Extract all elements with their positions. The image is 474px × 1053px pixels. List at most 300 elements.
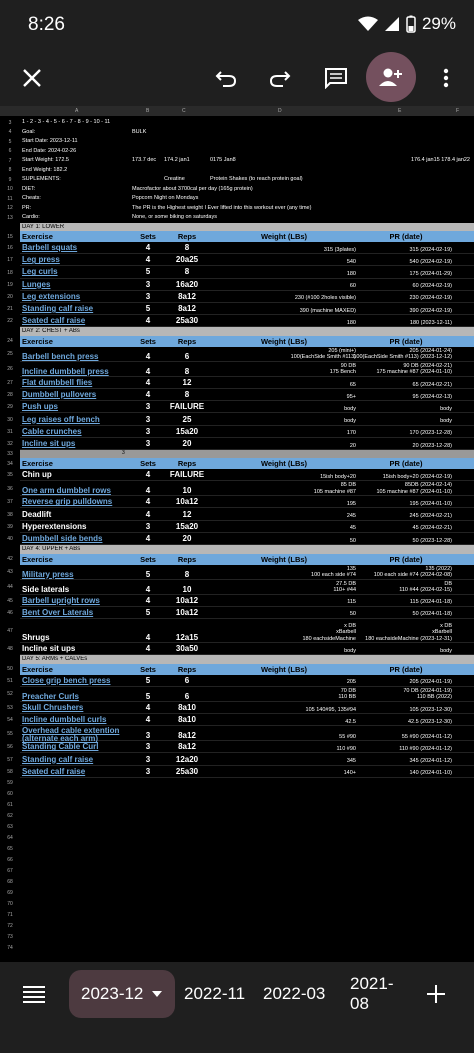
- reps-value[interactable]: 8a12: [178, 304, 196, 313]
- weight-value[interactable]: 45: [349, 525, 356, 532]
- row-number[interactable]: 30: [7, 416, 13, 423]
- exercise-name[interactable]: Barbell squats: [22, 243, 78, 252]
- share-button[interactable]: [366, 52, 416, 102]
- row-number[interactable]: 15: [7, 233, 13, 240]
- exercise-name[interactable]: Lunges: [22, 279, 51, 289]
- day-label[interactable]: DAY 5: ARMs + CALVEs: [22, 656, 88, 663]
- undo-button[interactable]: [206, 58, 246, 98]
- row-number[interactable]: 29: [7, 404, 13, 411]
- header-weight[interactable]: Weight (LBs): [260, 554, 308, 564]
- row-number[interactable]: 18: [7, 269, 13, 276]
- weight-value[interactable]: 170: [346, 430, 356, 437]
- tab-2022-11[interactable]: [184, 970, 245, 1018]
- weight-value[interactable]: 345: [346, 758, 356, 765]
- exercise-name[interactable]: Incline sit ups: [22, 644, 76, 653]
- reps-value[interactable]: 10a12: [175, 595, 199, 605]
- reps-value[interactable]: 6: [184, 675, 190, 685]
- row-number[interactable]: 44: [7, 584, 13, 591]
- sets-value[interactable]: 5: [145, 304, 151, 313]
- header-reps[interactable]: Reps: [177, 459, 197, 469]
- pr-value[interactable]: body: [440, 647, 452, 654]
- pr-value[interactable]: 180 (2023-12-11): [409, 319, 452, 326]
- header-reps[interactable]: Reps: [177, 232, 197, 241]
- exercise-name[interactable]: Side laterals: [22, 584, 70, 594]
- weight-value[interactable]: 205: [346, 679, 356, 686]
- pr-value[interactable]: 95 (2024-02-13): [412, 393, 452, 400]
- reps-value[interactable]: 8: [184, 390, 190, 400]
- weight-value[interactable]: 110 BB: [338, 694, 356, 701]
- row-number[interactable]: 20: [7, 293, 13, 300]
- info-label[interactable]: Cheats:: [22, 195, 41, 201]
- row-number[interactable]: 5: [8, 138, 12, 145]
- row-number[interactable]: 4: [8, 129, 12, 136]
- reps-value[interactable]: 8: [184, 267, 190, 277]
- weight-value[interactable]: 55 #90: [339, 733, 356, 740]
- sets-value[interactable]: 4: [145, 595, 151, 605]
- tab-2021-08[interactable]: [350, 970, 412, 1018]
- pr-value[interactable]: 90 DB (2024-02-21): [403, 362, 452, 369]
- pr-value[interactable]: 195 (2024-01-10): [409, 500, 452, 507]
- exercise-name[interactable]: Skull Chrushers: [22, 702, 84, 712]
- row-number[interactable]: 47: [7, 628, 13, 634]
- pr-value[interactable]: 45 (2024-02-21): [412, 525, 452, 532]
- row-number[interactable]: 19: [7, 281, 13, 288]
- pr-value[interactable]: 135 (2022): [425, 565, 452, 572]
- weight-value[interactable]: 135: [346, 565, 356, 572]
- pr-value[interactable]: 105 (2023-12-30): [409, 706, 452, 713]
- pr-value[interactable]: 110 #44 (2024-02-15): [399, 587, 452, 594]
- row-number[interactable]: 72: [7, 923, 13, 930]
- sets-value[interactable]: 4: [145, 497, 151, 507]
- weight-value[interactable]: 90 DB: [340, 362, 356, 369]
- row-number[interactable]: 24: [7, 338, 13, 345]
- pr-value[interactable]: 175 machine #87 (2024-01-10): [376, 369, 452, 376]
- weight-value[interactable]: 100 each side #74: [311, 572, 356, 579]
- reps-value[interactable]: 8a12: [178, 742, 196, 752]
- reps-value[interactable]: 8a12: [178, 291, 196, 301]
- row-number[interactable]: 21: [7, 306, 13, 313]
- row-number[interactable]: 31: [7, 428, 13, 435]
- row-number[interactable]: 37: [7, 499, 13, 506]
- exercise-name[interactable]: Seated calf raise: [22, 316, 86, 326]
- weight-value[interactable]: xBarbell: [336, 629, 356, 635]
- comment-button[interactable]: [316, 58, 356, 98]
- reps-value[interactable]: FAILURE: [169, 470, 205, 480]
- pr-value[interactable]: 390 (2024-02-19): [409, 307, 452, 314]
- exercise-name[interactable]: Standing Cable Curl: [22, 742, 99, 752]
- row-number[interactable]: 48: [7, 646, 13, 653]
- exercise-name[interactable]: Barbell bench press: [22, 351, 99, 361]
- row-number[interactable]: 28: [7, 392, 13, 399]
- exercise-name[interactable]: Hyperextensions: [22, 521, 87, 531]
- exercise-name[interactable]: Incline dumbbell curls: [22, 715, 107, 725]
- exercise-name[interactable]: Dumbbell pullovers: [22, 390, 97, 400]
- exercise-name[interactable]: Close grip bench press: [22, 675, 111, 685]
- reps-value[interactable]: 10: [182, 584, 192, 594]
- exercise-name[interactable]: Standing calf raise: [22, 754, 94, 764]
- row-number[interactable]: 60: [7, 791, 13, 798]
- header-sets[interactable]: Sets: [140, 336, 156, 346]
- weight-value[interactable]: body: [344, 418, 356, 425]
- weight-value[interactable]: 20: [349, 442, 356, 449]
- reps-value[interactable]: 8a10: [178, 702, 196, 712]
- info-label[interactable]: PR:: [22, 204, 32, 211]
- exercise-name[interactable]: Incline dumbbell press: [22, 366, 109, 376]
- sets-value[interactable]: 3: [145, 731, 151, 741]
- pr-value[interactable]: 180 eachsideMachine (2023-12-31): [365, 635, 452, 642]
- header-sets[interactable]: Sets: [140, 232, 156, 241]
- weight-value[interactable]: 65: [349, 381, 356, 388]
- weight-value[interactable]: 175 Bench: [329, 369, 356, 376]
- row-number[interactable]: 38: [7, 511, 13, 518]
- weight-value[interactable]: 540: [346, 258, 356, 265]
- weight-value[interactable]: 230 (#100 2holes visible): [294, 295, 356, 302]
- header-weight[interactable]: Weight (LBs): [260, 232, 308, 241]
- row-number[interactable]: 63: [7, 824, 13, 831]
- weight-value[interactable]: 70 DB: [340, 687, 356, 694]
- pr-value[interactable]: 175 (2024-01-29): [409, 271, 452, 278]
- weight-value[interactable]: 27.5 DB: [336, 580, 356, 587]
- pr-value[interactable]: 100(EachSide Smith #113) (2023-12-12): [353, 354, 452, 361]
- reps-value[interactable]: 20a25: [175, 255, 199, 265]
- header-pr[interactable]: PR (date): [389, 664, 423, 674]
- info-value[interactable]: Popcorn Night on Mondays: [132, 195, 199, 201]
- all-sheets-button[interactable]: [22, 970, 46, 1018]
- row-number[interactable]: 68: [7, 879, 13, 886]
- sets-value[interactable]: 4: [145, 243, 151, 252]
- sets-value[interactable]: 3: [145, 766, 151, 776]
- info-value[interactable]: Macrofactor about 3700cal per day (165g protein): [132, 185, 253, 192]
- reps-value[interactable]: 20: [182, 438, 192, 448]
- info-value-d[interactable]: Protein Shakes (to reach protein goal): [210, 176, 303, 182]
- sets-value[interactable]: 3: [145, 426, 151, 436]
- sets-value[interactable]: 4: [145, 633, 151, 642]
- row-number[interactable]: 17: [7, 257, 13, 264]
- pr-value[interactable]: 205 (2024-01-19): [409, 679, 452, 686]
- day-label[interactable]: DAY 4: UPPER + ABs: [22, 546, 81, 553]
- separator-label[interactable]: 3: [122, 450, 125, 457]
- pr-value[interactable]: 85DB (2024-02-14): [404, 482, 452, 489]
- pr-value[interactable]: 60 (2024-02-19): [412, 283, 452, 290]
- sets-value[interactable]: 4: [145, 644, 151, 653]
- weight-value[interactable]: body: [344, 647, 356, 654]
- row-number[interactable]: 50: [7, 666, 13, 673]
- sets-value[interactable]: 4: [145, 533, 151, 543]
- weight-value[interactable]: 105 machine #87: [313, 488, 356, 495]
- info-label[interactable]: End Weight: 182.2: [22, 166, 68, 173]
- exercise-name[interactable]: Flat dumbbell flies: [22, 377, 93, 387]
- weight-value[interactable]: 110+ #44: [333, 587, 356, 594]
- reps-value[interactable]: 8: [184, 366, 190, 376]
- sets-value[interactable]: 5: [145, 569, 151, 579]
- sets-value[interactable]: 4: [145, 255, 151, 265]
- pr-value[interactable]: 170 (2023-12-28): [409, 430, 452, 437]
- redo-button[interactable]: [260, 58, 300, 98]
- header-exercise[interactable]: Exercise: [22, 554, 53, 564]
- reps-value[interactable]: 20: [182, 533, 192, 543]
- header-weight[interactable]: Weight (LBs): [260, 459, 308, 469]
- row-number[interactable]: 52: [7, 691, 13, 698]
- column-header-c[interactable]: C: [182, 108, 186, 114]
- day-label[interactable]: DAY 1: LOWER: [22, 223, 65, 230]
- row-number[interactable]: 7: [8, 157, 12, 164]
- sets-value[interactable]: 3: [145, 279, 151, 289]
- weight-value[interactable]: 100(EachSide Smith #113): [290, 354, 356, 361]
- info-value-e[interactable]: 176.4 jan15 178.4 jan22: [410, 157, 470, 163]
- pr-value[interactable]: 245 (2024-02-21): [409, 513, 452, 520]
- exercise-name[interactable]: Shrugs: [22, 633, 50, 642]
- weight-value[interactable]: 95+: [346, 393, 356, 400]
- header-reps[interactable]: Reps: [177, 664, 197, 674]
- weight-value[interactable]: 180: [346, 271, 356, 278]
- weight-value[interactable]: 15ish body+20: [320, 473, 356, 480]
- exercise-name[interactable]: Leg press: [22, 255, 60, 265]
- row-number[interactable]: 53: [7, 705, 13, 711]
- exercise-name[interactable]: Leg extensions: [22, 291, 81, 301]
- weight-value[interactable]: 245: [346, 513, 356, 520]
- row-number[interactable]: 34: [7, 460, 13, 467]
- row-number[interactable]: 36: [7, 485, 13, 492]
- pr-value[interactable]: 50 (2023-12-28): [412, 537, 452, 544]
- pr-value[interactable]: 15ish body+20 (2024-02-19): [382, 473, 452, 480]
- sets-value[interactable]: 4: [145, 351, 151, 361]
- header-reps[interactable]: Reps: [177, 554, 197, 564]
- header-pr[interactable]: PR (date): [389, 459, 423, 469]
- row-number[interactable]: 10: [7, 186, 13, 193]
- row-number[interactable]: 25: [7, 351, 13, 358]
- row-number[interactable]: 66: [7, 857, 13, 864]
- header-weight[interactable]: Weight (LBs): [260, 664, 308, 674]
- pr-value[interactable]: 205 (2024-01-24): [409, 347, 452, 354]
- pr-value[interactable]: 55 #90 (2024-01-12): [401, 733, 452, 740]
- sets-value[interactable]: 5: [145, 691, 151, 701]
- header-pr[interactable]: PR (date): [389, 232, 423, 241]
- sets-value[interactable]: 3: [145, 438, 151, 448]
- header-pr[interactable]: PR (date): [389, 336, 423, 346]
- row-number[interactable]: 59: [7, 780, 13, 787]
- sets-value[interactable]: 4: [145, 366, 151, 376]
- dropdown-icon[interactable]: [151, 990, 163, 998]
- row-number[interactable]: 74: [7, 945, 13, 952]
- row-number[interactable]: 58: [7, 768, 13, 775]
- sets-value[interactable]: 4: [145, 316, 151, 326]
- weight-value[interactable]: 195: [346, 500, 356, 507]
- row-number[interactable]: 3: [8, 119, 12, 126]
- exercise-name[interactable]: Chin up: [22, 470, 52, 480]
- row-number[interactable]: 54: [7, 717, 13, 724]
- sets-value[interactable]: 4: [145, 509, 151, 519]
- row-number[interactable]: 6: [8, 148, 12, 155]
- column-header-a[interactable]: A: [75, 108, 79, 114]
- row-number[interactable]: 12: [7, 205, 13, 212]
- sets-value[interactable]: 5: [145, 607, 151, 617]
- exercise-name[interactable]: Preacher Curls: [22, 691, 79, 701]
- reps-value[interactable]: 25a30: [175, 316, 199, 326]
- pr-value[interactable]: 105 machine #87 (2024-01-10): [376, 488, 452, 495]
- weight-value[interactable]: 315 (3plates): [323, 246, 356, 253]
- exercise-name[interactable]: Seated calf raise: [22, 766, 86, 776]
- close-button[interactable]: [12, 58, 52, 98]
- row-number[interactable]: 57: [7, 756, 13, 763]
- reps-value[interactable]: 8: [184, 569, 190, 579]
- info-value[interactable]: 173.7 dec: [132, 157, 157, 163]
- pr-value[interactable]: 65 (2024-02-21): [412, 381, 452, 388]
- info-label[interactable]: Start Weight: 172.5: [22, 157, 69, 163]
- info-label[interactable]: Start Date: 2023-12-11: [22, 138, 78, 144]
- weight-value[interactable]: 110 #90: [336, 745, 356, 752]
- info-label[interactable]: Goal:: [22, 128, 36, 135]
- exercise-name[interactable]: Incline sit ups: [22, 438, 76, 448]
- header-reps[interactable]: Reps: [177, 336, 197, 346]
- weight-value[interactable]: 115: [347, 599, 356, 606]
- header-sets[interactable]: Sets: [140, 459, 156, 469]
- row-number[interactable]: 71: [7, 912, 13, 919]
- exercise-name[interactable]: Standing calf raise: [22, 304, 94, 313]
- exercise-name[interactable]: Cable crunches: [22, 426, 82, 436]
- exercise-name[interactable]: Military press: [22, 569, 74, 579]
- reps-value[interactable]: 30a50: [175, 644, 199, 653]
- reps-value[interactable]: 10: [182, 486, 192, 496]
- exercise-name[interactable]: One arm dumbbel rows: [22, 486, 111, 496]
- row-number[interactable]: 35: [7, 472, 13, 479]
- sets-value[interactable]: 5: [145, 675, 151, 685]
- sets-value[interactable]: 3: [145, 414, 151, 424]
- sets-value[interactable]: 5: [145, 267, 151, 277]
- weight-value[interactable]: 390 (machine MAXED): [299, 307, 356, 314]
- weight-value[interactable]: 60: [349, 283, 356, 290]
- header-exercise[interactable]: Exercise: [22, 459, 53, 469]
- row-number[interactable]: 64: [7, 835, 13, 842]
- sets-value[interactable]: 3: [145, 291, 151, 301]
- info-value-c[interactable]: Creatine: [164, 176, 185, 182]
- tab-2022-03[interactable]: [263, 970, 325, 1018]
- row-number[interactable]: 13: [7, 214, 13, 221]
- reps-value[interactable]: FAILURE: [169, 402, 205, 412]
- sets-value[interactable]: 4: [145, 702, 151, 712]
- reps-value[interactable]: 6: [184, 691, 190, 701]
- more-options-button[interactable]: [426, 58, 466, 98]
- spreadsheet-grid[interactable]: [0, 106, 474, 962]
- sets-value[interactable]: 3: [145, 742, 151, 752]
- row-number[interactable]: 11: [7, 195, 13, 202]
- reps-value[interactable]: 6: [184, 351, 190, 361]
- pr-value[interactable]: 110 #90 (2024-01-12): [399, 745, 452, 752]
- header-exercise[interactable]: Exercise: [22, 664, 53, 674]
- weight-value[interactable]: 50: [349, 611, 356, 618]
- weight-value[interactable]: 180: [346, 319, 356, 326]
- pr-value[interactable]: 315 (2024-02-19): [409, 246, 452, 253]
- row-number[interactable]: 40: [7, 536, 13, 542]
- pr-value[interactable]: DB: [444, 580, 452, 587]
- reps-value[interactable]: 8a10: [178, 715, 196, 725]
- info-label[interactable]: Cardio:: [22, 214, 40, 220]
- weight-value[interactable]: body: [344, 405, 356, 412]
- exercise-name[interactable]: Deadlift: [22, 509, 52, 519]
- column-header-e[interactable]: E: [398, 108, 402, 114]
- row-number[interactable]: 55: [7, 730, 13, 737]
- row-number[interactable]: 69: [7, 890, 13, 897]
- row-number[interactable]: 61: [7, 802, 13, 809]
- info-label[interactable]: SUPLEMENTS:: [22, 176, 61, 182]
- info-label[interactable]: End Date: 2024-02-26: [22, 147, 77, 154]
- row-number[interactable]: 62: [7, 813, 13, 820]
- row-number[interactable]: 39: [7, 523, 13, 530]
- weight-value[interactable]: 105 140#95, 135#94: [305, 706, 356, 713]
- reps-value[interactable]: 12: [182, 377, 192, 387]
- info-value-d[interactable]: 0175 Jan8: [210, 157, 236, 163]
- reps-value[interactable]: 10a12: [175, 607, 199, 617]
- reps-value[interactable]: 8a12: [178, 731, 196, 741]
- row-number[interactable]: 70: [7, 901, 13, 908]
- pr-value[interactable]: 540 (2024-02-19): [409, 258, 452, 265]
- weight-value[interactable]: 180 eachsideMachine: [302, 635, 356, 642]
- row-number[interactable]: 43: [7, 569, 13, 576]
- column-header-b[interactable]: B: [146, 108, 150, 114]
- exercise-name[interactable]: Leg raises off bench: [22, 414, 100, 424]
- exercise-name[interactable]: Leg curls: [22, 267, 58, 277]
- sets-value[interactable]: 4: [145, 715, 151, 725]
- exercise-name[interactable]: Dumbbell side bends: [22, 533, 103, 543]
- info-value-c[interactable]: 174.2 jan1: [164, 157, 190, 163]
- tab-2023-12[interactable]: [69, 970, 175, 1018]
- row-number[interactable]: 22: [7, 318, 13, 325]
- pr-value[interactable]: 345 (2024-01-12): [409, 758, 452, 765]
- reps-value[interactable]: 15a20: [175, 521, 199, 531]
- day-label[interactable]: DAY 2: CHEST + ABs: [22, 328, 80, 335]
- pr-value[interactable]: 115 (2024-01-18): [409, 599, 452, 606]
- row-number[interactable]: 42: [7, 556, 13, 563]
- sets-value[interactable]: 4: [145, 486, 151, 496]
- pr-value[interactable]: body: [440, 405, 452, 412]
- row-number[interactable]: 65: [7, 846, 13, 853]
- reps-value[interactable]: 25: [182, 414, 192, 424]
- sets-value[interactable]: 4: [145, 390, 151, 400]
- row-number[interactable]: 26: [7, 366, 13, 373]
- column-header-d[interactable]: D: [278, 108, 282, 114]
- reps-value[interactable]: 8: [184, 243, 190, 252]
- weight-value[interactable]: 205 (mini+): [328, 347, 356, 354]
- exercise-name[interactable]: Reverse grip pulldowns: [22, 497, 113, 507]
- reps-value[interactable]: 12a20: [175, 754, 199, 764]
- sets-value[interactable]: 3: [145, 754, 151, 764]
- row-number[interactable]: 73: [7, 934, 13, 941]
- exercise-name[interactable]: Push ups: [22, 402, 59, 412]
- exercise-name[interactable]: Bent Over Laterals: [22, 607, 94, 617]
- header-weight[interactable]: Weight (LBs): [260, 336, 308, 346]
- exercise-name-note[interactable]: (alternate each arm): [22, 734, 99, 744]
- reps-value[interactable]: 10a12: [175, 497, 199, 507]
- weight-value[interactable]: x DB: [344, 622, 356, 629]
- sets-value[interactable]: 4: [145, 470, 151, 480]
- pr-value[interactable]: 42.5 (2023-12-30): [407, 718, 452, 725]
- sets-value[interactable]: 3: [145, 521, 151, 531]
- info-value[interactable]: None, or some biking on saturdays: [132, 214, 217, 220]
- sets-value[interactable]: 4: [145, 584, 151, 594]
- row-number[interactable]: 9: [8, 176, 12, 183]
- weight-value[interactable]: 85 DB: [340, 482, 356, 489]
- weight-value[interactable]: 50: [349, 537, 356, 544]
- pr-value[interactable]: 50 (2024-01-18): [412, 611, 452, 618]
- info-label[interactable]: 1 - 2 - 3 - 4 - 5 - 6 - 7 - 8 - 9 - 10 - 11: [22, 119, 111, 125]
- info-label[interactable]: DIET:: [22, 185, 36, 192]
- header-exercise[interactable]: Exercise: [22, 336, 53, 346]
- row-number[interactable]: 27: [7, 380, 13, 386]
- pr-value[interactable]: xBarbell: [432, 629, 452, 635]
- header-pr[interactable]: PR (date): [389, 554, 423, 564]
- pr-value[interactable]: body: [440, 418, 452, 425]
- pr-value[interactable]: 110 BB (2022): [416, 694, 452, 701]
- sets-value[interactable]: 3: [145, 402, 151, 412]
